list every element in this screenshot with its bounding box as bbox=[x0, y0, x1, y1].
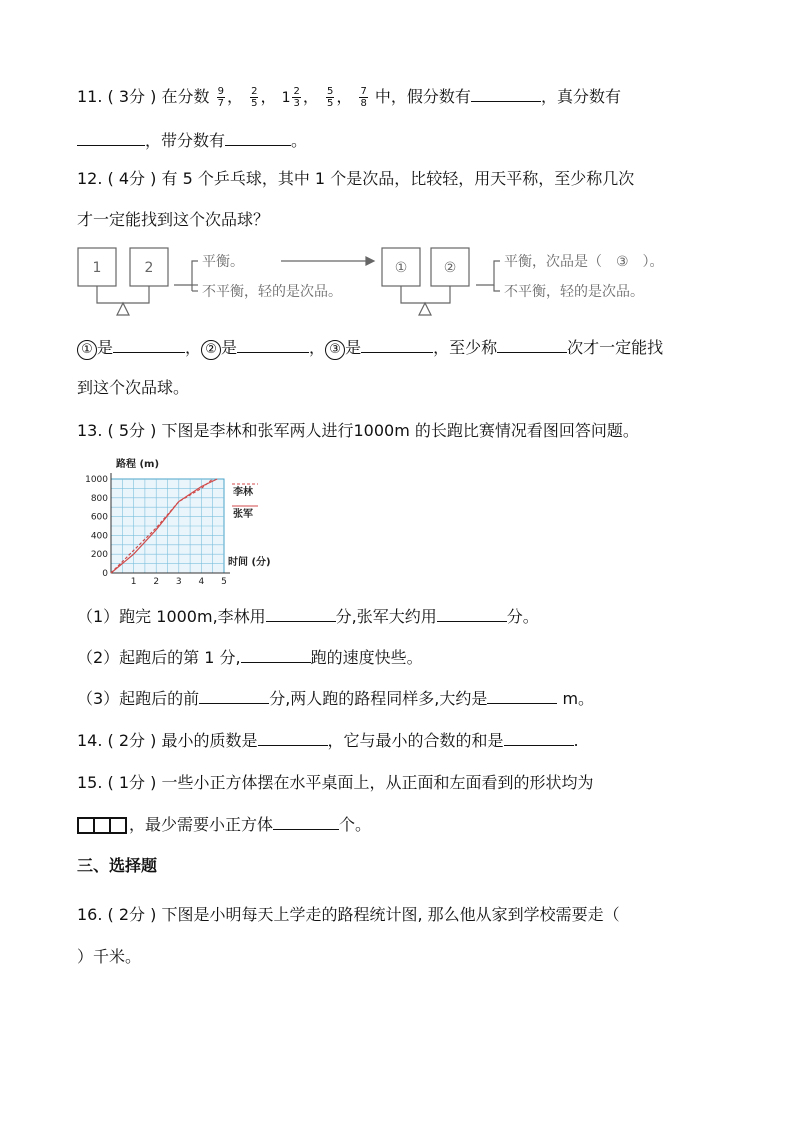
fraction: $\frac{5}{5}$ bbox=[326, 86, 334, 109]
answer-blank[interactable] bbox=[266, 607, 336, 622]
answer-blank[interactable] bbox=[77, 131, 145, 146]
x-tick-label: 2 bbox=[153, 577, 160, 585]
q11-line1: 11. ( 3分 ) 在分数 $\frac{9}{7}$ ， $\frac{2}{5}$ ， 1 $\frac{2}{3}$ ， $\frac{5}{5}$ ， $\frac{7}{8}$ 中，假分数有 ，真分数有 bbox=[77, 86, 621, 109]
x-tick-label: 3 bbox=[175, 577, 182, 585]
q11-line2: ，带分数有 。 bbox=[77, 131, 307, 151]
race-line-chart bbox=[80, 455, 280, 585]
box-1-label: 1 bbox=[92, 260, 102, 276]
box-circ2-label: ② bbox=[443, 260, 457, 276]
q13-sub2: （2）起跑后的第 1 分, 跑的速度快些。 bbox=[77, 648, 423, 667]
fraction: $\frac{2}{5}$ bbox=[251, 86, 258, 109]
x-axis-label: 时间 (分) bbox=[228, 557, 271, 568]
q16-line2: ）千米。 bbox=[77, 947, 142, 966]
q12-line1: 12. ( 4分 ) 有 5 个乒乓球，其中 1 个是次品，比较轻，用天平称，至少称几次 bbox=[77, 169, 635, 188]
three-squares-figure bbox=[77, 817, 129, 834]
right-unbalanced-text: 不平衡，轻的是次品。 bbox=[504, 284, 644, 300]
y-tick-label: 400 bbox=[90, 531, 108, 542]
answer-blank[interactable] bbox=[258, 731, 328, 746]
balance-figure bbox=[76, 243, 716, 321]
y-axis-label: 路程 (m) bbox=[116, 459, 160, 470]
y-tick-label: 600 bbox=[90, 512, 108, 523]
mixed-whole: 1 bbox=[281, 90, 291, 106]
box-circ1-label: ① bbox=[394, 260, 408, 276]
q15-line1: 15. ( 1分 ) 一些小正方体摆在水平桌面上，从正面和左面看到的形状均为 bbox=[77, 773, 594, 792]
answer-blank[interactable] bbox=[273, 815, 339, 830]
q12-answer-line2: 到这个次品球。 bbox=[77, 378, 190, 397]
q11-label: 11. bbox=[77, 87, 103, 106]
box-2-label: 2 bbox=[144, 260, 154, 276]
answer-blank[interactable] bbox=[471, 87, 541, 102]
q11-mid: 中，假分数有 bbox=[374, 87, 471, 106]
legend-label: 张军 bbox=[233, 509, 253, 520]
q13-sub3: （3）起跑后的前 分,两人跑的路程同样多,大约是 m。 bbox=[77, 689, 595, 708]
right-balanced-text: 平衡，次品是（ ③ ）。 bbox=[504, 254, 664, 270]
legend-label: 李林 bbox=[233, 487, 253, 498]
section-title: 三、选择题 bbox=[77, 856, 158, 875]
q12-answer-line1: ① 是 ， ② 是 ， ③ 是 ，至少称 次才一定能找 bbox=[77, 338, 663, 360]
x-tick-label: 1 bbox=[130, 577, 137, 585]
answer-blank[interactable] bbox=[199, 689, 269, 704]
q14-line: 14. ( 2分 ) 最小的质数是 ，它与最小的合数的和是 . bbox=[77, 731, 579, 750]
left-unbalanced-text: 不平衡，轻的是次品。 bbox=[202, 284, 342, 300]
answer-blank[interactable] bbox=[237, 338, 309, 353]
x-tick-label: 4 bbox=[198, 577, 205, 585]
answer-blank[interactable] bbox=[504, 731, 574, 746]
fraction: $\frac{7}{8}$ bbox=[360, 86, 367, 109]
answer-blank[interactable] bbox=[487, 689, 557, 704]
q11-prefix: 在分数 bbox=[161, 87, 210, 106]
q13-line1: 13. ( 5分 ) 下图是李林和张军两人进行1000m 的长跑比赛情况看图回答问题。 bbox=[77, 421, 639, 440]
answer-blank[interactable] bbox=[113, 338, 185, 353]
q11-score: ( 3分 ) bbox=[107, 87, 157, 106]
q13-sub1: （1）跑完 1000m,李林用 分,张军大约用 分。 bbox=[77, 607, 539, 626]
y-tick-label: 800 bbox=[90, 493, 108, 504]
x-tick-label: 5 bbox=[221, 577, 227, 585]
answer-blank[interactable] bbox=[241, 648, 311, 663]
y-tick-label: 1000 bbox=[85, 475, 108, 485]
q12-line2: 才一定能找到这个次品球？ bbox=[77, 210, 270, 229]
answer-blank[interactable] bbox=[437, 607, 507, 622]
answer-blank[interactable] bbox=[361, 338, 433, 353]
q15-line2: ，最少需要小正方体 个。 bbox=[77, 815, 371, 835]
y-tick-label: 0 bbox=[102, 569, 108, 579]
fraction: $\frac{9}{7}$ bbox=[217, 86, 224, 109]
fraction: $\frac{2}{3}$ bbox=[293, 86, 300, 109]
answer-blank[interactable] bbox=[497, 338, 567, 353]
left-balanced-text: 平衡。 bbox=[202, 254, 244, 270]
y-tick-label: 200 bbox=[90, 550, 108, 561]
q16-line1: 16. ( 2分 ) 下图是小明每天上学走的路程统计图, 那么他从家到学校需要走（ bbox=[77, 905, 620, 924]
answer-blank[interactable] bbox=[225, 131, 291, 146]
q11-proper: ，真分数有 bbox=[540, 87, 621, 106]
